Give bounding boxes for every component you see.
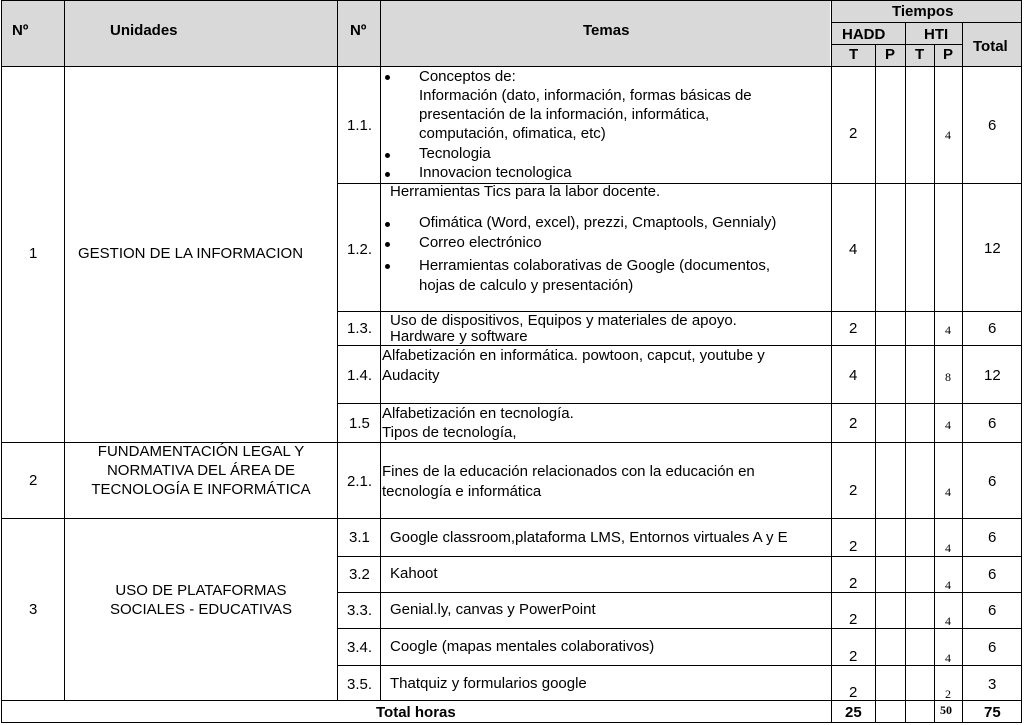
col-rule-hadd-p	[875, 44, 876, 723]
row-1-2-line: hojas de calculo y presentación)	[419, 277, 634, 294]
row-3-2-total: 6	[988, 566, 997, 583]
bullet-icon	[385, 222, 390, 227]
row-1-1-line: presentación de la información, informática,	[419, 106, 710, 123]
row-3-4-hti-p: 4	[945, 651, 951, 665]
table-border-left	[1, 0, 2, 723]
row-2-1-hadd-t: 2	[849, 482, 858, 499]
row-1-4-total: 12	[984, 367, 1001, 384]
row-1-1-no: 1.1.	[347, 117, 373, 134]
unit-3-name-line-1: USO DE PLATAFORMAS	[115, 582, 287, 599]
row-3-5-line: Thatquiz y formularios google	[390, 675, 587, 692]
header-total: Total	[973, 38, 1008, 55]
row-3-3-no: 3.3.	[347, 602, 373, 619]
row-1-3-line: Uso de dispositivos, Equipos y materiales de apoyo.	[390, 312, 737, 329]
row-3-4-total: 6	[988, 639, 997, 656]
rule-row-3-2	[337, 592, 1022, 593]
row-3-5-hti-p: 2	[945, 687, 951, 701]
row-2-1-total: 6	[988, 473, 997, 490]
row-3-4-no: 3.4.	[347, 639, 373, 656]
row-1-5-hadd-t: 2	[849, 415, 858, 432]
row-1-3-total: 6	[988, 320, 997, 337]
rule-row-3-1	[337, 556, 1022, 557]
unit-2-name-line-1: FUNDAMENTACIÓN LEGAL Y	[97, 443, 305, 460]
table-border-right	[1021, 0, 1022, 723]
row-2-1-line: Fines de la educación relacionados con la educación en	[382, 463, 755, 480]
row-3-2-hti-p: 4	[945, 578, 951, 592]
row-1-5-hti-p: 4	[945, 418, 951, 432]
bullet-icon	[385, 264, 390, 269]
row-1-4-line: Audacity	[382, 367, 440, 384]
rule-tiempos	[831, 22, 1022, 23]
row-3-1-hadd-t: 2	[849, 538, 858, 555]
unit-2-name-line-3: TECNOLOGÍA E INFORMÁTICA	[91, 481, 311, 498]
row-1-2-line: Herramientas colaborativas de Google (documentos,	[419, 257, 771, 274]
row-3-5-total: 3	[988, 676, 997, 693]
row-1-2-hadd-t: 4	[849, 241, 858, 258]
rule-row-3-3	[337, 628, 1022, 629]
unit-2-name-line-2: NORMATIVA DEL ÁREA DE	[106, 462, 296, 479]
row-1-3-hadd-t: 2	[849, 320, 858, 337]
bullet-icon	[385, 75, 390, 80]
row-3-1-line: Google classroom,plataforma LMS, Entornos virtuales A y E	[390, 529, 788, 546]
table-border-top	[1, 0, 1022, 1]
row-1-2-total: 12	[984, 240, 1001, 257]
col-rule-temas	[380, 0, 381, 700]
header-no: Nº	[12, 22, 29, 39]
col-rule-hti-p	[934, 44, 935, 723]
unit-1-no: 1	[29, 245, 38, 262]
row-3-2-hadd-t: 2	[849, 575, 858, 592]
rule-totals-top	[1, 700, 1022, 701]
header-tiempos: Tiempos	[892, 3, 954, 20]
header-temas: Temas	[583, 22, 630, 39]
header-hti-t: T	[915, 46, 925, 63]
row-1-3-no: 1.3.	[347, 320, 373, 337]
unit-2-no: 2	[29, 472, 38, 489]
row-3-4-line: Coogle (mapas mentales colaborativos)	[390, 638, 655, 655]
header-hadd-p: P	[885, 46, 896, 63]
col-rule-tiempos	[831, 0, 832, 723]
row-1-5-line: Tipos de tecnología,	[382, 424, 517, 441]
header-hadd: HADD	[842, 26, 886, 43]
row-1-1-line: Innovacion tecnologica	[419, 164, 572, 181]
row-1-1-hadd-t: 2	[849, 125, 858, 142]
bullet-icon	[385, 172, 390, 177]
row-1-4-hti-p: 8	[945, 370, 951, 384]
row-1-4-hadd-t: 4	[849, 367, 858, 384]
header-no2: Nº	[350, 22, 367, 39]
header-hti: HTI	[924, 26, 949, 43]
row-2-1-no: 2.1.	[347, 473, 373, 490]
row-1-1-line: computación, ofimatica, etc)	[419, 125, 606, 142]
row-3-5-hadd-t: 2	[849, 684, 858, 701]
row-3-3-line: Genial.ly, canvas y PowerPoint	[390, 601, 596, 618]
rule-unit-2	[1, 518, 1022, 519]
totals-hadd-t: 25	[845, 704, 862, 721]
row-1-3-line: Hardware y software	[390, 328, 528, 345]
row-3-1-hti-p: 4	[945, 541, 951, 555]
row-2-1-hti-p: 4	[945, 485, 951, 499]
unit-3-name-line-2: SOCIALES - EDUCATIVAS	[110, 601, 292, 618]
row-1-2-line: Ofimática (Word, excel), prezzi, Cmaptools, Gennialy)	[419, 214, 777, 231]
row-1-4-no: 1.4.	[347, 367, 373, 384]
row-1-1-line: Información (dato, información, formas básicas de	[419, 87, 752, 104]
row-3-5-no: 3.5.	[347, 676, 373, 693]
row-1-1-line: Conceptos de:	[419, 68, 516, 85]
row-1-3-hti-p: 4	[945, 323, 951, 337]
row-3-1-total: 6	[988, 529, 997, 546]
header-hti-p: P	[943, 46, 954, 63]
totals-total: 75	[984, 704, 1001, 721]
row-3-3-hadd-t: 2	[849, 611, 858, 628]
row-2-1-line: tecnología e informática	[382, 483, 542, 500]
rule-row-3-4	[337, 665, 1022, 666]
header-unidades: Unidades	[110, 22, 178, 39]
row-3-2-no: 3.2	[349, 566, 370, 583]
row-3-1-no: 3.1	[349, 529, 370, 546]
col-rule-hti	[905, 23, 906, 723]
totals-hti-p: 50	[940, 703, 952, 717]
row-1-4-line: Alfabetización en informática. powtoon, capcut, youtube y	[382, 347, 765, 364]
row-1-1-hti-p: 4	[945, 128, 951, 142]
bullet-icon	[385, 153, 390, 158]
row-1-2-line: Correo electrónico	[419, 234, 542, 251]
row-1-1-line: Tecnologia	[419, 145, 491, 162]
row-3-4-hadd-t: 2	[849, 648, 858, 665]
row-3-3-hti-p: 4	[945, 614, 951, 628]
row-1-5-line: Alfabetización en tecnología.	[382, 405, 574, 422]
row-1-5-no: 1.5	[349, 415, 370, 432]
row-3-2-line: Kahoot	[390, 565, 438, 582]
col-rule-total	[962, 23, 963, 723]
row-1-5-total: 6	[988, 415, 997, 432]
row-1-2-no: 1.2.	[347, 241, 373, 258]
unit-3-no: 3	[29, 601, 38, 618]
col-rule-no2	[337, 0, 338, 700]
row-1-1-total: 6	[988, 117, 997, 134]
totals-label: Total horas	[376, 704, 456, 721]
unit-1-name: GESTION DE LA INFORMACION	[78, 245, 304, 262]
table-border-bottom	[1, 722, 1022, 723]
bullet-icon	[385, 242, 390, 247]
row-1-2-line: Herramientas Tics para la labor docente.	[390, 183, 661, 200]
header-hadd-t: T	[849, 46, 859, 63]
row-3-3-total: 6	[988, 602, 997, 619]
